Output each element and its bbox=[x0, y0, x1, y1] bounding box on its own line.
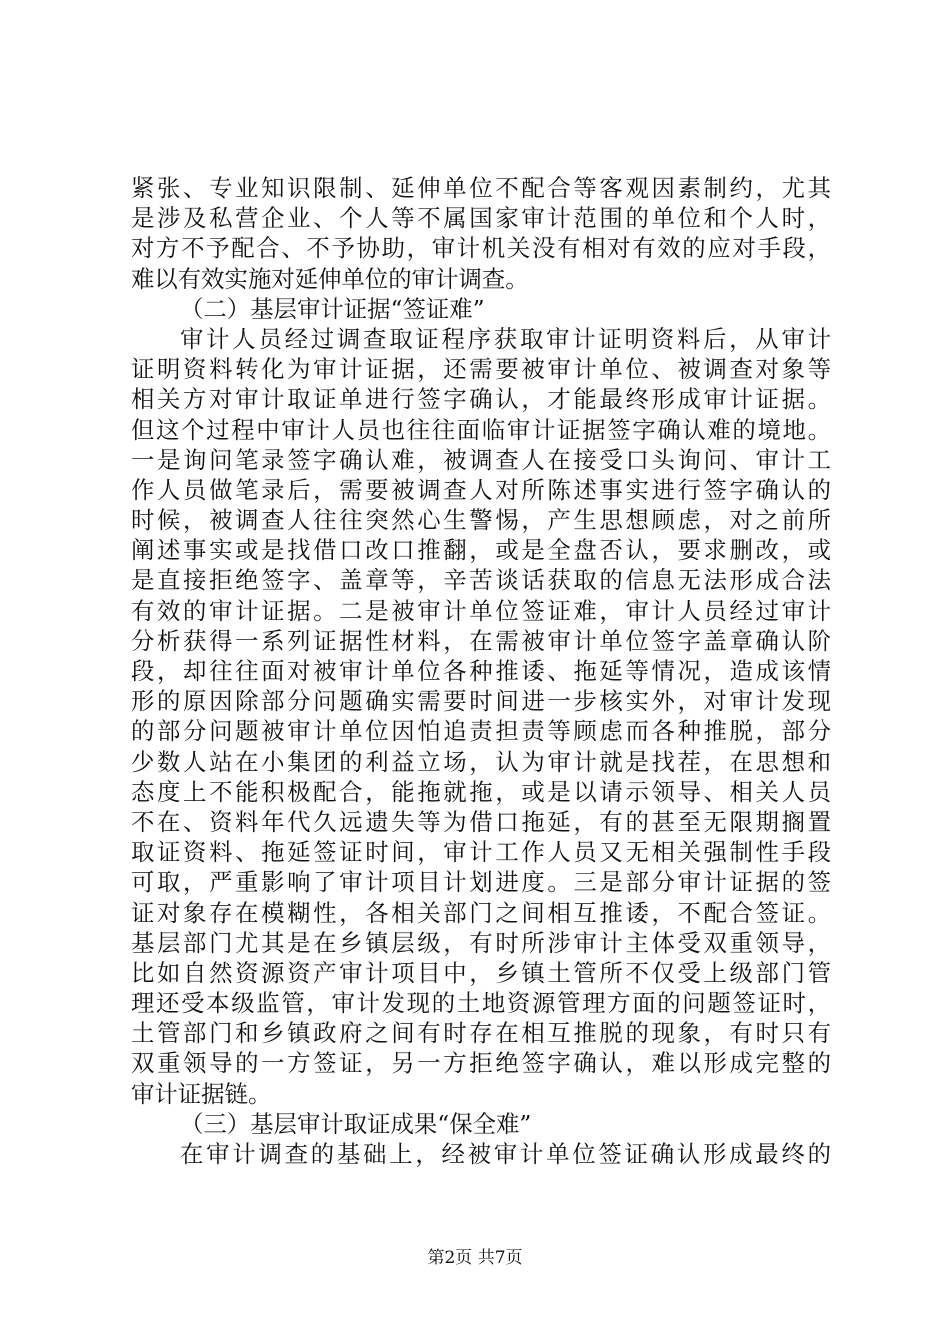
page-footer: 第2页 共7页 bbox=[427, 1248, 523, 1268]
text-line: 段，却往往面对被审计单位各种推诿、拖延等情况，造成该情 bbox=[131, 657, 831, 685]
text-line: 土管部门和乡镇政府之间有时存在相互推脱的现象，有时只有 bbox=[131, 1019, 831, 1048]
text-line: 态度上不能积极配合，能拖就拖，或是以请示领导、相关人员 bbox=[131, 777, 831, 806]
text-line: 取证资料、拖延签证时间，审计工作人员又无相关强制性手段 bbox=[131, 838, 831, 867]
text-line: 审计证据链。 bbox=[131, 1079, 272, 1108]
text-line: 基层部门尤其是在乡镇层级，有时所涉审计主体受双重领导， bbox=[131, 928, 831, 957]
text-line: 相关方对审计取证单进行签字确认，才能最终形成审计证据。 bbox=[131, 385, 831, 414]
text-line: 紧张、专业知识限制、延伸单位不配合等客观因素制约，尤其 bbox=[131, 174, 831, 202]
text-line: 形的原因除部分问题确实需要时间进一步核实外，对审计发现 bbox=[131, 687, 831, 716]
text-line: 证对象存在模糊性，各相关部门之间相互推诿，不配合签证。 bbox=[131, 898, 831, 927]
text-line: 少数人站在小集团的利益立场，认为审计就是找茬，在思想和 bbox=[131, 747, 831, 776]
text-line: 一是询问笔录签字确认难，被调查人在接受口头询问、审计工 bbox=[131, 445, 831, 474]
text-line: 在审计调查的基础上，经被审计单位签证确认形成最终的 bbox=[180, 1140, 831, 1168]
text-line: 难以有效实施对延伸单位的审计调查。 bbox=[131, 264, 529, 293]
text-line: 证明资料转化为审计证据，还需要被审计单位、被调查对象等 bbox=[131, 355, 831, 384]
section-heading-2: （二）基层审计证据“签证难” bbox=[180, 294, 485, 323]
body-text bbox=[131, 173, 831, 1169]
text-line: 可取，严重影响了审计项目计划进度。三是部分审计证据的签 bbox=[131, 868, 831, 897]
text-line: 有效的审计证据。二是被审计单位签证难，审计人员经过审计 bbox=[131, 596, 831, 625]
text-line: 审计人员经过调查取证程序获取审计证明资料后，从审计 bbox=[180, 324, 831, 353]
text-line: 比如自然资源资产审计项目中，乡镇土管所不仅受上级部门管 bbox=[131, 958, 831, 987]
text-line: 是直接拒绝签字、盖章等，辛苦谈话获取的信息无法形成合法 bbox=[131, 566, 831, 595]
text-line: 作人员做笔录后，需要被调查人对所陈述事实进行签字确认的 bbox=[131, 475, 831, 504]
text-line: 对方不予配合、不予协助，审计机关没有相对有效的应对手段， bbox=[131, 234, 831, 263]
text-line: 分析获得一系列证据性材料，在需被审计单位签字盖章确认阶 bbox=[131, 626, 831, 655]
text-line: 但这个过程中审计人员也往往面临审计证据签字确认难的境地。 bbox=[131, 415, 831, 444]
text-line: 理还受本级监管，审计发现的土地资源管理方面的问题签证时， bbox=[131, 989, 831, 1018]
text-line: 不在、资料年代久远遗失等为借口拖延，有的甚至无限期搁置 bbox=[131, 807, 831, 836]
text-line: 是涉及私营企业、个人等不属国家审计范围的单位和个人时， bbox=[131, 204, 831, 233]
text-line: 双重领导的一方签证，另一方拒绝签字确认，难以形成完整的 bbox=[131, 1049, 831, 1078]
text-line: 阐述事实或是找借口改口推翻，或是全盘否认，要求删改，或 bbox=[131, 536, 831, 565]
text-line: 时候，被调查人往往突然心生警惕，产生思想顾虑，对之前所 bbox=[131, 506, 831, 535]
section-heading-3: （三）基层审计取证成果“保全难” bbox=[180, 1109, 532, 1138]
text-line: 的部分问题被审计单位因怕追责担责等顾虑而各种推脱，部分 bbox=[131, 717, 831, 746]
